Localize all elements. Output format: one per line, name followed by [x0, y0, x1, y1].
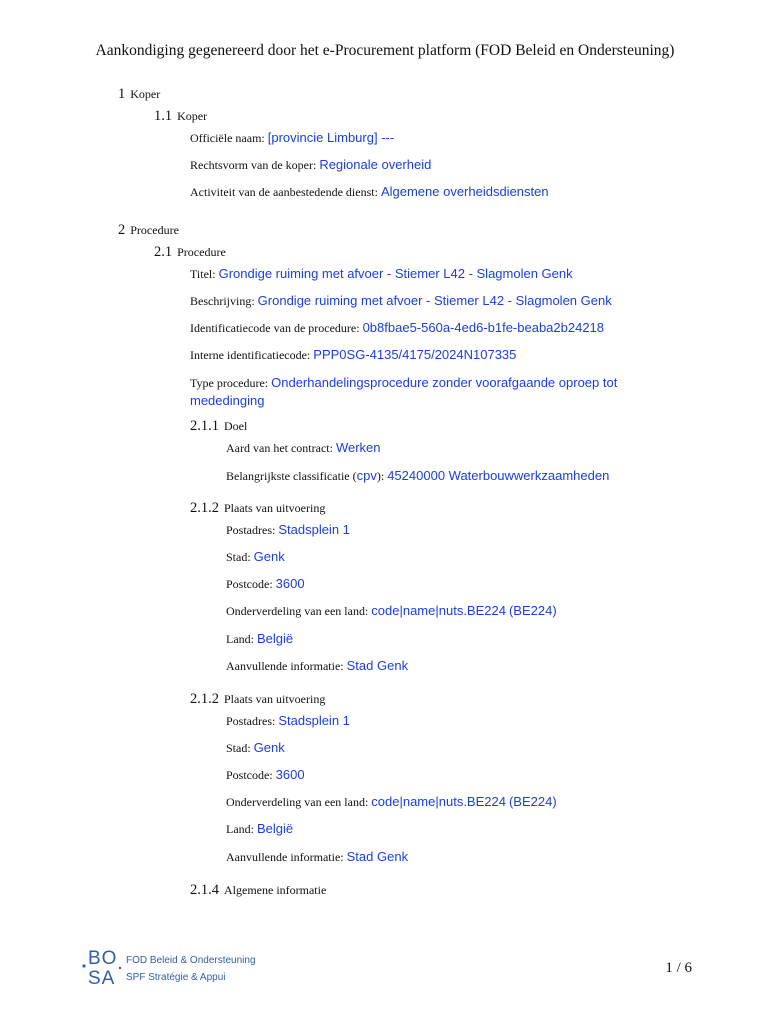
subsubsection-heading-general-info — [190, 882, 326, 899]
field-postal-address — [226, 713, 350, 729]
field-value: Stadsplein 1 — [278, 713, 350, 728]
field-value: België — [257, 821, 294, 836]
section-heading-procedure — [118, 222, 179, 239]
page-header-title: Aankondiging gegenereerd door het e-Procurement platform (FOD Beleid en Ondersteuning) — [95, 42, 675, 59]
field-postcode — [226, 767, 305, 783]
field-label: Belangrijkste classificatie ( — [226, 469, 357, 483]
field-value: 3600 — [275, 767, 305, 782]
field-label: Onderverdeling van een land: — [226, 604, 369, 618]
field-label: Postadres: — [226, 523, 276, 537]
field-label: Stad: — [226, 741, 251, 755]
field-label: Beschrijving: — [190, 294, 255, 308]
field-label: Officiële naam: — [190, 131, 265, 145]
subsection-number: 2.1 — [154, 244, 173, 260]
field-label: Type procedure: — [190, 376, 269, 390]
field-country-subdivision — [226, 603, 557, 619]
field-label: Land: — [226, 632, 254, 646]
subsubsection-number: 2.1.2 — [190, 500, 219, 516]
field-value: Genk — [253, 740, 285, 755]
org-name-fr: SPF Stratégie & Appui — [126, 972, 226, 983]
section-title: Koper — [130, 87, 161, 101]
field-value: Stadsplein 1 — [278, 522, 350, 537]
field-activity — [190, 184, 549, 200]
field-value-code: (BE224) — [508, 603, 557, 618]
field-procedure-type — [190, 374, 630, 410]
section-heading-koper — [118, 86, 160, 103]
field-value: Stad Genk — [346, 658, 409, 673]
subsubsection-heading-place — [190, 500, 325, 517]
subsubsection-title: Algemene informatie — [224, 883, 327, 897]
cpv-label: cpv — [356, 468, 377, 483]
field-value: code|name|nuts.BE224 — [371, 603, 506, 618]
field-label: Interne identificatiecode: — [190, 348, 311, 362]
subsection-number: 1.1 — [154, 108, 173, 124]
field-label: Aanvullende informatie: — [226, 659, 344, 673]
subsubsection-number: 2.1.1 — [190, 418, 219, 434]
field-label: Postcode: — [226, 577, 273, 591]
subsubsection-number: 2.1.2 — [190, 691, 219, 707]
field-value: Regionale overheid — [319, 157, 432, 172]
logo-text-bottom: SA — [88, 968, 116, 988]
logo-dot-icon — [82, 964, 85, 967]
subsubsection-title: Doel — [224, 419, 248, 433]
subsubsection-heading-place — [190, 691, 325, 708]
field-label: Rechtsvorm van de koper: — [190, 158, 317, 172]
field-label: Stad: — [226, 550, 251, 564]
org-name-nl: FOD Beleid & Ondersteuning — [126, 955, 256, 966]
field-additional-info — [226, 658, 408, 674]
section-title: Procedure — [130, 223, 179, 237]
field-city — [226, 740, 285, 756]
field-value-code: (BE224) — [508, 794, 557, 809]
field-additional-info — [226, 849, 408, 865]
field-label: Postadres: — [226, 714, 276, 728]
field-label: Titel: — [190, 267, 216, 281]
field-label: Onderverdeling van een land: — [226, 795, 369, 809]
field-legal-form — [190, 157, 431, 173]
bosa-logo — [80, 946, 280, 988]
field-internal-code — [190, 347, 516, 363]
subsubsection-title: Plaats van uitvoering — [224, 692, 326, 706]
field-value: code|name|nuts.BE224 — [371, 794, 506, 809]
field-country — [226, 631, 293, 647]
field-value: Algemene overheidsdiensten — [380, 184, 549, 199]
field-value: PPP0SG-4135/4175/2024N107335 — [313, 347, 517, 362]
field-label: Aard van het contract: — [226, 441, 333, 455]
field-contract-nature — [226, 440, 381, 456]
field-identification-code — [190, 320, 604, 336]
field-value: Genk — [253, 549, 285, 564]
field-city — [226, 549, 285, 565]
page-number: 1 / 6 — [665, 960, 692, 976]
subsubsection-title: Plaats van uitvoering — [224, 501, 326, 515]
subsection-title: Procedure — [177, 245, 226, 259]
field-postcode — [226, 576, 305, 592]
field-postal-address — [226, 522, 350, 538]
field-value: [provincie Limburg] --- — [267, 130, 395, 145]
field-value: Stad Genk — [346, 849, 409, 864]
logo-dot-icon — [119, 967, 121, 969]
logo-text-top: BO — [88, 948, 118, 969]
field-country-subdivision — [226, 794, 557, 810]
subsection-title: Koper — [177, 109, 208, 123]
field-country — [226, 821, 293, 837]
field-label: Activiteit van de aanbestedende dienst: — [190, 185, 378, 199]
field-label: Aanvullende informatie: — [226, 850, 344, 864]
field-label: Postcode: — [226, 768, 273, 782]
field-value: Grondige ruiming met afvoer - Stiemer L42 - Slagmolen Genk — [257, 293, 612, 308]
field-label: Identificatiecode van de procedure: — [190, 321, 360, 335]
subsection-heading-procedure — [154, 244, 226, 261]
field-label-end: ): — [376, 469, 385, 483]
field-value: 3600 — [275, 576, 305, 591]
field-official-name — [190, 130, 394, 146]
field-titel — [190, 266, 573, 282]
subsubsection-heading-doel — [190, 418, 247, 435]
field-value: Werken — [335, 440, 381, 455]
field-beschrijving — [190, 293, 612, 309]
field-label: Land: — [226, 822, 254, 836]
section-number: 1 — [118, 86, 126, 102]
field-value: Grondige ruiming met afvoer - Stiemer L42 - Slagmolen Genk — [218, 266, 573, 281]
field-value: 45240000 Waterbouwwerkzaamheden — [387, 468, 610, 483]
field-value: België — [257, 631, 294, 646]
subsection-heading-koper — [154, 108, 207, 125]
field-value: Onderhandelingsprocedure zonder voorafgaande oproep tot mededinging — [190, 375, 618, 408]
field-classification — [226, 468, 609, 484]
subsubsection-number: 2.1.4 — [190, 882, 219, 898]
section-number: 2 — [118, 222, 126, 238]
field-value: 0b8fbae5-560a-4ed6-b1fe-beaba2b24218 — [362, 320, 605, 335]
